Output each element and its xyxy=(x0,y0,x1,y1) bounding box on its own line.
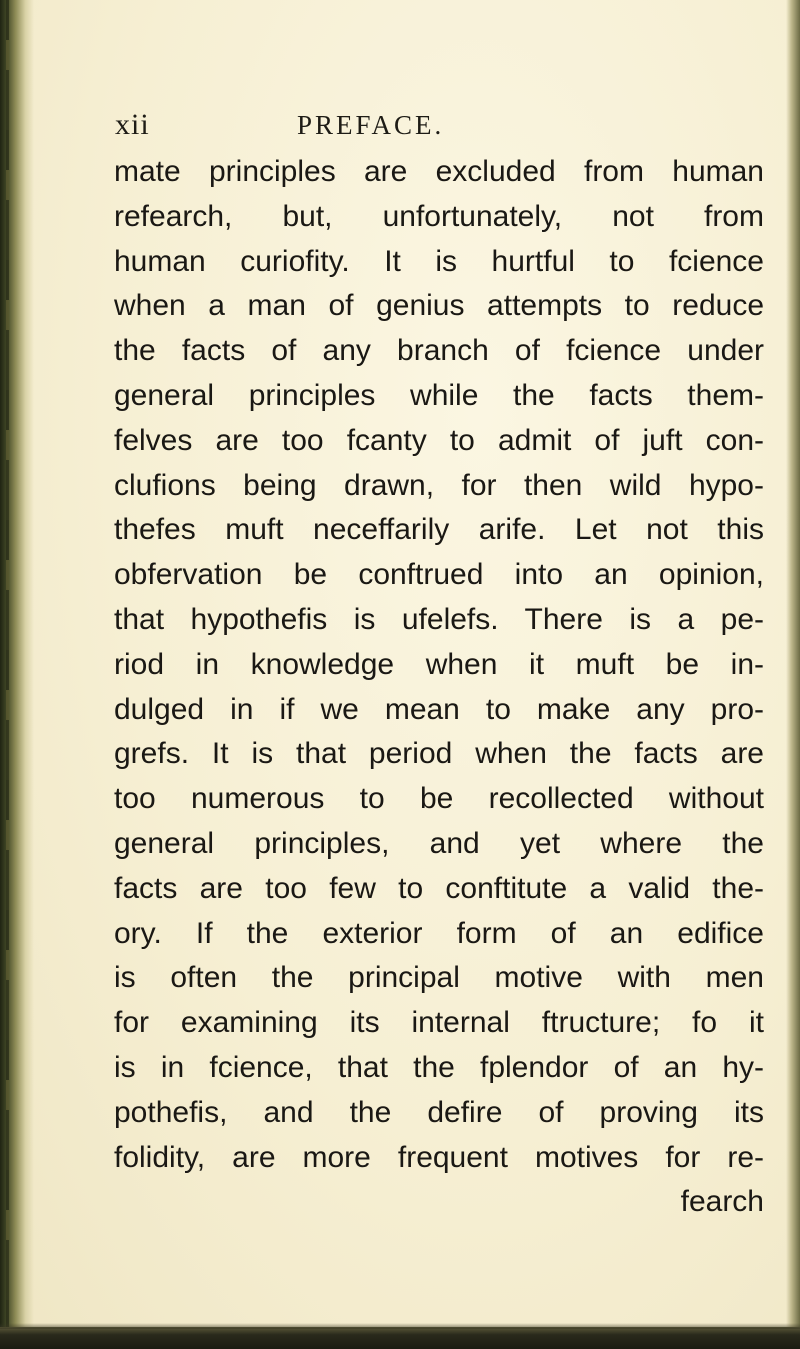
text-line: mate principles are excluded from human xyxy=(114,155,764,188)
text-line: facts are too few to conftitute a valid the- xyxy=(114,871,764,905)
text-line: is often the principal motive with men xyxy=(114,961,764,995)
book-gutter-shadow xyxy=(0,0,34,1349)
text-line: human curiofity. It is hurtful to fcience xyxy=(114,244,764,278)
text-line: felves are too fcanty to admit of juft con- xyxy=(114,423,764,457)
text-line: for examining its internal ftructure; fo it xyxy=(114,1006,764,1040)
text-line: when a man of genius attempts to reduce xyxy=(114,289,764,323)
text-line: thefes muft neceffarily arife. Let not this xyxy=(114,513,764,547)
body-text xyxy=(114,150,764,1225)
text-line: general principles while the facts them- xyxy=(114,378,764,412)
text-line: refearch, but, unfortunately, not from xyxy=(114,199,764,233)
text-line: is in fcience, that the fplendor of an hy- xyxy=(114,1050,764,1084)
catchword: fearch xyxy=(680,1185,764,1219)
text-line: folidity, are more frequent motives for re- xyxy=(114,1140,764,1174)
text-line: riod in knowledge when it muft be in- xyxy=(114,647,764,681)
page-number: xii xyxy=(115,108,150,141)
page-edge-shadow xyxy=(786,0,800,1349)
page-bottom-shadow xyxy=(0,1327,800,1349)
text-line: obfervation be conftrued into an opinion, xyxy=(114,558,764,592)
text-line: dulged in if we mean to make any pro- xyxy=(114,692,764,726)
text-line: that hypothefis is ufelefs. There is a pe- xyxy=(114,602,764,636)
text-line: pothefis, and the defire of proving its xyxy=(114,1095,764,1129)
running-title: PREFACE. xyxy=(297,110,445,140)
text-line: clufions being drawn, for then wild hypo- xyxy=(114,468,764,502)
text-line: general principles, and yet where the xyxy=(114,826,764,860)
text-line: the facts of any branch of fcience under xyxy=(114,334,764,368)
text-line: ory. If the exterior form of an edifice xyxy=(114,916,764,950)
text-line: grefs. It is that period when the facts are xyxy=(114,737,764,771)
text-line: too numerous to be recollected without xyxy=(114,782,764,816)
running-head xyxy=(0,108,800,148)
